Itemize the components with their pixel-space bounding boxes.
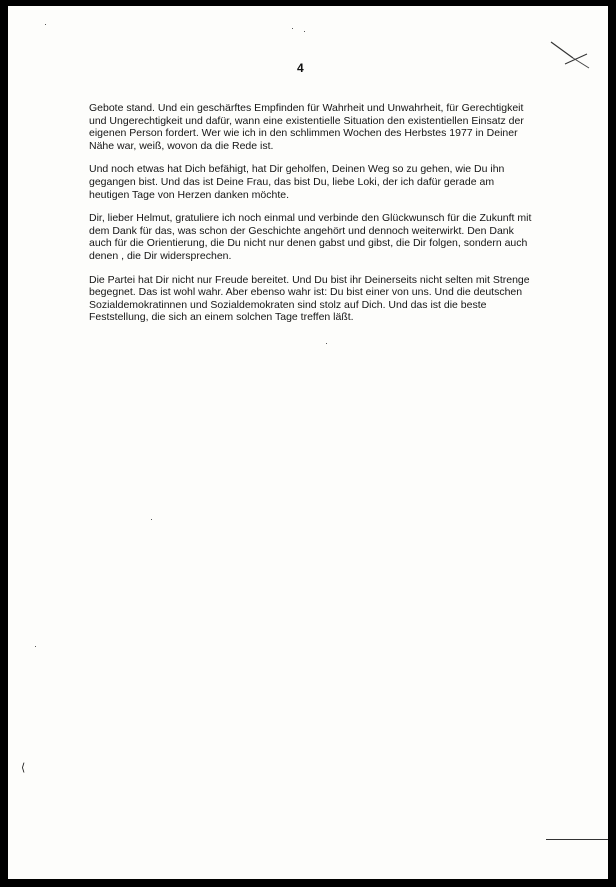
speck (326, 343, 327, 344)
speck (45, 24, 46, 25)
paragraph-4: Die Partei hat Dir nicht nur Freude bereitet. Und Du bist ihr Deinerseits nicht selten mit Strenge begegnet. Das ist wohl wahr. Aber ebenso wahr ist: Du bist einer von uns. Und die deutschen Sozialdemokratinnen und Sozialdemokraten sind stolz auf Dich. Und das ist die beste Feststellung, die sich an einem solchen Tage treffen läßt. (89, 273, 530, 324)
speck (292, 28, 293, 29)
document-page (8, 6, 608, 879)
paragraph-3: Dir, lieber Helmut, gratuliere ich noch einmal und verbinde den Glückwunsch für die Zukunft mit dem Dank für das, was schon der Geschichte angehört und dennoch weiterwirkt. Den Dank auch für die Orientierung, die Du nicht nur denen gabst und gibst, die Dir folgen, sondern auch denen , die Dir widersprechen. (89, 212, 532, 262)
speck (35, 646, 36, 647)
page-number: 4 (297, 61, 305, 75)
speck (304, 31, 305, 32)
letter-body (89, 102, 534, 335)
corner-scan-mark-icon (543, 36, 593, 76)
speck (151, 519, 152, 520)
paragraph-2: Und noch etwas hat Dich befähigt, hat Dir geholfen, Deinen Weg so zu gehen, wie Du ihn gegangen bist. Und das ist Deine Frau, das bist Du, liebe Loki, der ich dafür gerade am heutigen Tage von Herzen danken möchte. (89, 163, 505, 201)
margin-bracket-icon: ⟨ (21, 762, 26, 774)
scan-line-bottom-right (546, 839, 608, 840)
paragraph-1: Gebote stand. Und ein geschärftes Empfinden für Wahrheit und Unwahrheit, für Gerechtigkeit und Ungerechtigkeit und dafür, wann eine existentielle Situation den existentiellen Einsatz der eigenen Person fordert. Wer wie ich in den schlimmen Wochen des Herbstes 1977 in Deiner Nähe war, weiß, wovon da die Rede ist. (89, 102, 524, 152)
